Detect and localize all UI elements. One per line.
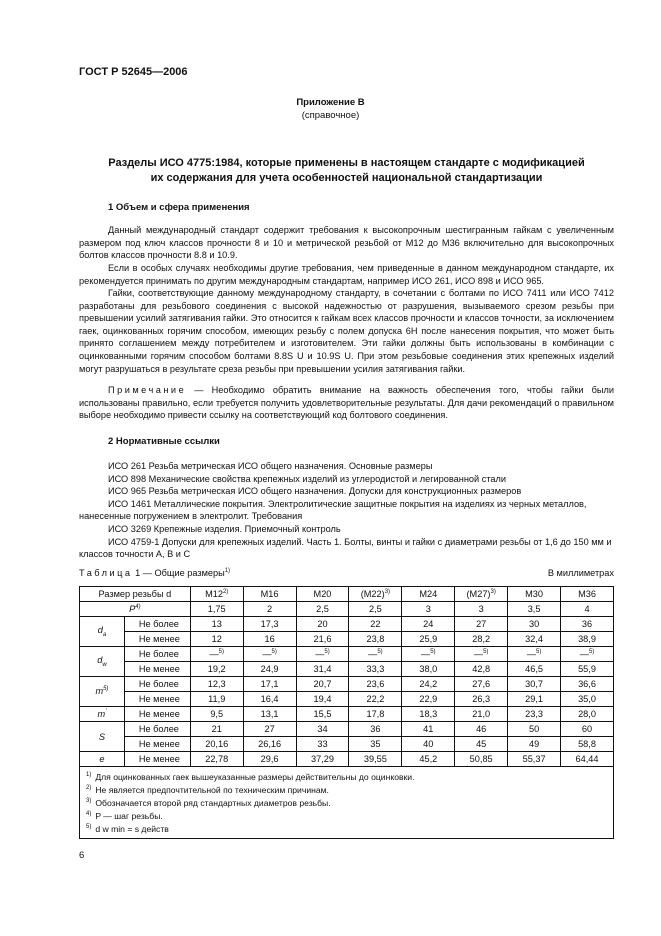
table-row bbox=[80, 737, 614, 752]
value-cell bbox=[190, 647, 243, 662]
value-cell bbox=[508, 692, 561, 707]
value-cell bbox=[243, 632, 296, 647]
thread-size: M24 bbox=[419, 589, 438, 599]
note-text: — Необходимо обратить внимание на важность обеспечения того, чтобы гайки были использованы правильно, если требуется получить удовлетворительные результаты. Для дачи рекомендаций о правильном выборе необходимо привести ссылку на соответствующий код болтового соединения. bbox=[79, 385, 614, 421]
reference-item: ИСО 261 Резьба метрическая ИСО общего назначения. Основные размеры bbox=[108, 461, 433, 471]
dimension-symbol-cell bbox=[80, 722, 125, 752]
value-cell bbox=[402, 647, 455, 662]
cell-footnote: 5) bbox=[218, 648, 224, 655]
dimension-symbol: m bbox=[95, 686, 104, 697]
table-header-row bbox=[80, 587, 614, 602]
cell-footnote: 5) bbox=[536, 648, 542, 655]
value-cell bbox=[455, 752, 508, 767]
value-cell bbox=[243, 692, 296, 707]
page-number: 6 bbox=[79, 850, 85, 861]
dimension-subscript: w bbox=[102, 661, 107, 668]
value-cell bbox=[243, 752, 296, 767]
cell-value: 22,9 bbox=[419, 694, 438, 704]
dimension-symbol: d bbox=[97, 625, 103, 636]
dimension-symbol: d bbox=[97, 655, 103, 666]
value-cell bbox=[561, 662, 614, 677]
pitch-value: 3 bbox=[455, 602, 508, 617]
thread-size-footnote: 3) bbox=[384, 588, 391, 595]
cell-value: 50,85 bbox=[469, 754, 493, 764]
value-cell bbox=[296, 707, 349, 722]
value-cell bbox=[508, 707, 561, 722]
thread-size-cell bbox=[561, 587, 614, 602]
cell-value: 50 bbox=[528, 724, 540, 734]
cell-value: — bbox=[473, 649, 484, 660]
cell-value: 20 bbox=[317, 619, 328, 629]
pitch-value: 2 bbox=[243, 602, 296, 617]
value-cell bbox=[508, 737, 561, 752]
dimensions-table bbox=[79, 586, 614, 839]
thread-size: M36 bbox=[578, 589, 596, 599]
value-cell bbox=[243, 662, 296, 677]
value-cell bbox=[243, 707, 296, 722]
value-cell bbox=[455, 722, 508, 737]
value-cell bbox=[561, 707, 614, 722]
cell-value: 21,0 bbox=[472, 709, 491, 719]
value-cell bbox=[349, 677, 402, 692]
note-text: P — шаг резьбы. bbox=[95, 811, 163, 822]
value-cell bbox=[243, 617, 296, 632]
cell-value: 18,3 bbox=[419, 709, 438, 719]
value-cell bbox=[402, 662, 455, 677]
limit-label: Не более bbox=[124, 617, 190, 632]
references-list bbox=[79, 460, 614, 561]
value-cell bbox=[296, 737, 349, 752]
value-cell bbox=[190, 707, 243, 722]
cell-value: 45,2 bbox=[419, 754, 438, 764]
cell-value: 64,44 bbox=[575, 754, 599, 764]
value-cell bbox=[296, 617, 349, 632]
cell-value: 22,2 bbox=[366, 694, 385, 704]
paragraph-3 bbox=[79, 287, 614, 375]
cell-value: 11,9 bbox=[208, 694, 226, 704]
value-cell bbox=[561, 737, 614, 752]
cell-value: 12 bbox=[211, 634, 222, 644]
cell-value: 35,0 bbox=[578, 694, 596, 704]
table-row bbox=[80, 647, 614, 662]
pitch-value: 3 bbox=[402, 602, 455, 617]
value-cell bbox=[296, 692, 349, 707]
value-cell bbox=[508, 752, 561, 767]
header-label-cell bbox=[80, 587, 191, 602]
reference-item: ИСО 1461 Металлические покрытия. Электролитические защитные покрытия на изделиях из черных металлов, нанесенные погружением в электролит. Требования bbox=[79, 498, 587, 522]
cell-value: — bbox=[262, 649, 272, 660]
value-cell bbox=[455, 662, 508, 677]
table-row bbox=[80, 692, 614, 707]
cell-value: 29,6 bbox=[260, 754, 279, 764]
note-text: Для оцинкованных гаек вышеуказанные размеры действительны до оцинковки. bbox=[95, 771, 415, 782]
thread-size: (M27) bbox=[466, 589, 491, 600]
cell-value: 25,9 bbox=[419, 634, 438, 644]
thread-size: M20 bbox=[313, 589, 332, 599]
value-cell bbox=[508, 677, 561, 692]
note-text: Обозначается второй ряд стандартных диаметров резьбы. bbox=[95, 797, 331, 808]
value-cell bbox=[455, 647, 508, 662]
value-cell bbox=[190, 722, 243, 737]
appendix-title: Приложение В bbox=[296, 97, 365, 108]
value-cell bbox=[243, 722, 296, 737]
cell-value: 16,4 bbox=[260, 694, 279, 704]
value-cell bbox=[561, 752, 614, 767]
cell-value: 21,6 bbox=[313, 634, 332, 644]
value-cell bbox=[296, 632, 349, 647]
pitch-value: 3,5 bbox=[508, 602, 561, 617]
paragraph-2 bbox=[79, 262, 614, 287]
value-cell bbox=[508, 632, 561, 647]
header-label: Размер резьбы d bbox=[98, 589, 172, 599]
pitch-value: 4 bbox=[561, 602, 614, 617]
note-paragraph bbox=[79, 384, 614, 422]
reference-item: ИСО 898 Механические свойства крепежных изделий из углеродистой и легированной стали bbox=[108, 473, 507, 484]
value-cell bbox=[190, 617, 243, 632]
limit-label: Не более bbox=[124, 677, 190, 692]
cell-value: 12,3 bbox=[207, 679, 226, 689]
value-cell bbox=[402, 677, 455, 692]
cell-value: 20,16 bbox=[205, 739, 229, 749]
cell-footnote: 5) bbox=[271, 648, 277, 655]
pitch-value: 2,5 bbox=[349, 602, 402, 617]
note-text: d w min = s действ bbox=[95, 824, 169, 835]
cell-value: 22,78 bbox=[205, 754, 229, 764]
value-cell bbox=[561, 647, 614, 662]
cell-value: — bbox=[315, 649, 325, 660]
cell-value: 26,16 bbox=[258, 739, 282, 749]
table-note bbox=[86, 796, 607, 809]
value-cell bbox=[349, 737, 402, 752]
paragraph-1 bbox=[79, 224, 614, 262]
table-caption-word: Таблица bbox=[79, 568, 133, 579]
cell-value: 42,8 bbox=[472, 664, 491, 674]
paragraph-2-text: Если в особых случаях необходимы другие требования, чем приведенные в данном международном стандарте, их рекомендуется принимать по другим международным стандартам, например ИСО 261, ИСО 898 и ИСО 965. bbox=[79, 263, 614, 286]
value-cell bbox=[561, 692, 614, 707]
dimension-symbol-cell bbox=[80, 677, 125, 707]
note-mark: 4) bbox=[86, 811, 92, 818]
cell-value: 13,1 bbox=[260, 709, 279, 719]
dimension-symbol: e bbox=[99, 754, 105, 764]
note-mark: 5) bbox=[86, 824, 92, 831]
paragraph-3-text: Гайки, соответствующие данному международному стандарту, в сочетании с болтами по ИСО 7411 или ИСО 7412 разработаны для резьбового соединения с высокой надежностью от разрушения, вызываемого срезом резьбы при превышении усилий затягивания гайки. Это относится к гайкам всех классов прочности и классов точности, за исключением гаек, оцинкованных горячим способом, имеющих резьбу с полем допуска 6Н после нанесения покрытия, что может быть принято соглашением между потребителем и изготовителем. Эти гайки должны быть использованы в комбинации с оцинкованными горячим способом болтами 8.8S U и 10.9S U. При этом резьбовые соединения этих крепежных изделий могут разрушаться в результате среза резьбы при превышении усилия затягивания гайки. bbox=[79, 288, 614, 374]
thread-size-cell bbox=[296, 587, 349, 602]
table-row bbox=[80, 722, 614, 737]
limit-label: Не менее bbox=[124, 662, 190, 677]
note-label: Примечание bbox=[108, 385, 187, 395]
thread-size-cell bbox=[349, 587, 402, 602]
cell-value: 27 bbox=[476, 619, 487, 629]
cell-value: 36 bbox=[370, 724, 381, 734]
thread-size-cell bbox=[402, 587, 455, 602]
table-caption-footnote: 1) bbox=[224, 568, 231, 574]
cell-value: 38,9 bbox=[578, 634, 596, 644]
value-cell bbox=[190, 737, 243, 752]
heading-line-1: Разделы ИСО 4775:1984, которые применены в настоящем стандарте с модификацией bbox=[108, 157, 585, 169]
pitch-footnote: 4) bbox=[135, 603, 141, 610]
thread-size: M30 bbox=[525, 589, 544, 599]
cell-value: 27,6 bbox=[472, 679, 491, 689]
cell-value: 36,6 bbox=[578, 679, 596, 689]
cell-value: — bbox=[579, 649, 589, 660]
cell-value: 17,1 bbox=[260, 679, 279, 689]
thread-size-cell bbox=[455, 587, 508, 602]
cell-value: 35 bbox=[370, 739, 381, 749]
thread-size-cell bbox=[243, 587, 296, 602]
cell-value: 55,37 bbox=[522, 754, 546, 764]
note-text: Не является предпочтительной по техническим причинам. bbox=[95, 784, 329, 795]
cell-value: 28,2 bbox=[472, 634, 491, 644]
cell-value: 55,9 bbox=[578, 664, 596, 674]
note-mark: 1) bbox=[86, 772, 92, 778]
cell-value: 40 bbox=[423, 739, 434, 749]
cell-value: 60 bbox=[581, 724, 593, 734]
note-mark: 3) bbox=[86, 798, 92, 805]
pitch-label-cell bbox=[80, 602, 191, 617]
section-1-title: 1 Объем и сфера применения bbox=[108, 202, 250, 213]
cell-value: 38,0 bbox=[419, 664, 438, 674]
cell-value: 28,0 bbox=[578, 709, 596, 719]
cell-value: 58,8 bbox=[578, 739, 596, 749]
cell-value: 24,2 bbox=[419, 679, 438, 689]
cell-value: 30 bbox=[528, 619, 540, 629]
dimension-symbol-cell bbox=[80, 707, 125, 722]
cell-value: 24,9 bbox=[260, 664, 279, 674]
paragraph-1-text: Данный международный стандарт содержит требования к высокопрочным шестигранным гайкам с увеличенным размером под ключ классов прочности 8 и 10 и метрической резьбой от М12 до М36 включительно для высокопрочных болтов классов прочности 8.8 и 10.9. bbox=[79, 225, 614, 261]
table-note bbox=[86, 783, 607, 796]
value-cell bbox=[508, 722, 561, 737]
table-caption bbox=[79, 568, 230, 578]
cell-value: 32,4 bbox=[525, 634, 544, 644]
table-row bbox=[80, 632, 614, 647]
cell-value: 37,29 bbox=[310, 754, 334, 764]
value-cell bbox=[402, 722, 455, 737]
cell-footnote: 5) bbox=[588, 648, 595, 655]
cell-value: 15,5 bbox=[313, 709, 332, 719]
thread-size-cell bbox=[190, 587, 243, 602]
limit-label: Не менее bbox=[124, 752, 190, 767]
cell-value: 24 bbox=[423, 619, 434, 629]
value-cell bbox=[561, 632, 614, 647]
pitch-value: 1,75 bbox=[190, 602, 243, 617]
limit-label: Не менее bbox=[124, 692, 190, 707]
table-notes-row bbox=[80, 767, 614, 839]
value-cell bbox=[455, 677, 508, 692]
limit-label: Не менее bbox=[124, 632, 190, 647]
cell-value: 26,3 bbox=[472, 694, 491, 704]
cell-value: 49 bbox=[528, 739, 540, 749]
table-row bbox=[80, 662, 614, 677]
value-cell bbox=[508, 617, 561, 632]
value-cell bbox=[455, 692, 508, 707]
dimension-symbol-cell bbox=[80, 647, 125, 677]
table-notes bbox=[80, 767, 614, 839]
limit-label: Не более bbox=[124, 647, 190, 662]
value-cell bbox=[243, 737, 296, 752]
dimension-superscript: ' bbox=[105, 708, 107, 715]
cell-value: 33,3 bbox=[366, 664, 385, 674]
document-heading bbox=[79, 156, 614, 186]
cell-value: 9,5 bbox=[210, 709, 224, 719]
pitch-row bbox=[80, 602, 614, 617]
value-cell bbox=[190, 692, 243, 707]
value-cell bbox=[402, 707, 455, 722]
thread-size: (M22) bbox=[360, 589, 385, 600]
value-cell bbox=[402, 692, 455, 707]
value-cell bbox=[402, 752, 455, 767]
value-cell bbox=[455, 737, 508, 752]
cell-value: 17,8 bbox=[366, 709, 385, 719]
value-cell bbox=[296, 677, 349, 692]
value-cell bbox=[349, 722, 402, 737]
limit-label: Не менее bbox=[124, 737, 190, 752]
thread-size: M16 bbox=[260, 589, 279, 599]
heading-line-2: их содержания для учета особенностей национальной стандартизации bbox=[150, 172, 543, 184]
value-cell bbox=[561, 677, 614, 692]
value-cell bbox=[402, 737, 455, 752]
value-cell bbox=[508, 647, 561, 662]
value-cell bbox=[296, 647, 349, 662]
cell-value: 19,2 bbox=[207, 664, 226, 674]
value-cell bbox=[296, 722, 349, 737]
value-cell bbox=[349, 692, 402, 707]
value-cell bbox=[349, 707, 402, 722]
section-2-title: 2 Нормативные ссылки bbox=[108, 436, 220, 447]
cell-value: 36 bbox=[581, 619, 593, 629]
cell-value: 46 bbox=[476, 724, 487, 734]
value-cell bbox=[561, 617, 614, 632]
reference-item: ИСО 965 Резьба метрическая ИСО общего назначения. Допуски для конструкционных размеров bbox=[108, 486, 522, 497]
cell-value: 31,4 bbox=[313, 664, 332, 674]
dimension-subscript: a bbox=[102, 631, 107, 638]
appendix-subtitle: (справочное) bbox=[301, 110, 360, 121]
dimension-symbol: m bbox=[97, 709, 106, 720]
cell-footnote: 5) bbox=[324, 648, 330, 655]
table-note bbox=[86, 770, 607, 783]
table-caption-text: 1 — Общие размеры bbox=[132, 568, 225, 579]
value-cell bbox=[296, 662, 349, 677]
cell-value: 23,8 bbox=[366, 634, 385, 644]
value-cell bbox=[402, 617, 455, 632]
value-cell bbox=[296, 752, 349, 767]
cell-value: 16 bbox=[264, 634, 275, 644]
cell-footnote: 5) bbox=[430, 648, 436, 655]
pitch-symbol: P bbox=[129, 604, 136, 615]
thread-size: M12 bbox=[205, 589, 223, 600]
reference-item: ИСО 4759-1 Допуски для крепежных изделий. Часть 1. Болты, винты и гайки с диаметрами резьбы от 1,6 до 150 мм и классов точности А, В и С bbox=[79, 536, 612, 560]
cell-value: 20,7 bbox=[313, 679, 332, 689]
cell-value: 41 bbox=[423, 724, 434, 734]
value-cell bbox=[190, 752, 243, 767]
dimension-symbol-cell bbox=[80, 617, 125, 647]
cell-value: 30,7 bbox=[525, 679, 544, 689]
thread-size-cell bbox=[508, 587, 561, 602]
table-units: В миллиметрах bbox=[547, 568, 614, 578]
cell-value: 39,55 bbox=[363, 754, 387, 764]
cell-value: 22 bbox=[370, 619, 381, 629]
cell-value: 34 bbox=[317, 724, 328, 734]
value-cell bbox=[455, 632, 508, 647]
cell-value: — bbox=[526, 649, 536, 660]
value-cell bbox=[349, 617, 402, 632]
table-note bbox=[86, 809, 607, 822]
reference-item: ИСО 3269 Крепежные изделия. Приемочный контроль bbox=[108, 523, 341, 534]
dimension-symbol: S bbox=[98, 731, 105, 742]
cell-footnote: 5) bbox=[483, 648, 489, 655]
value-cell bbox=[455, 617, 508, 632]
cell-value: 23,3 bbox=[525, 709, 544, 719]
cell-value: 19,4 bbox=[313, 694, 332, 704]
cell-value: 33 bbox=[317, 739, 328, 749]
value-cell bbox=[190, 662, 243, 677]
value-cell bbox=[349, 662, 402, 677]
cell-footnote: 5) bbox=[377, 648, 383, 655]
thread-size-footnote: 2) bbox=[222, 588, 229, 595]
value-cell bbox=[349, 632, 402, 647]
value-cell bbox=[243, 647, 296, 662]
value-cell bbox=[455, 707, 508, 722]
cell-value: 21 bbox=[211, 724, 222, 734]
value-cell bbox=[402, 632, 455, 647]
limit-label: Не менее bbox=[124, 707, 190, 722]
table-row bbox=[80, 752, 614, 767]
dimension-superscript: 5) bbox=[103, 686, 109, 693]
value-cell bbox=[508, 662, 561, 677]
value-cell bbox=[190, 632, 243, 647]
value-cell bbox=[243, 677, 296, 692]
cell-value: 27 bbox=[264, 724, 275, 734]
cell-value: 23,6 bbox=[366, 679, 385, 689]
value-cell bbox=[190, 677, 243, 692]
cell-value: 17,3 bbox=[260, 619, 279, 629]
cell-value: — bbox=[368, 649, 378, 660]
value-cell bbox=[349, 647, 402, 662]
value-cell bbox=[561, 722, 614, 737]
table-note bbox=[86, 822, 607, 835]
cell-value: 13 bbox=[211, 619, 222, 629]
table-row bbox=[80, 617, 614, 632]
limit-label: Не более bbox=[124, 722, 190, 737]
thread-size-footnote: 3) bbox=[490, 588, 496, 595]
cell-value: 29,1 bbox=[525, 694, 544, 704]
dimension-symbol-cell bbox=[80, 752, 125, 767]
note-mark: 2) bbox=[86, 785, 92, 792]
table-row bbox=[80, 677, 614, 692]
cell-value: — bbox=[421, 649, 431, 660]
pitch-value: 2,5 bbox=[296, 602, 349, 617]
standard-number: ГОСТ Р 52645—2006 bbox=[79, 66, 188, 78]
cell-value: 45 bbox=[476, 739, 487, 749]
table-row bbox=[80, 707, 614, 722]
cell-value: — bbox=[209, 649, 219, 660]
value-cell bbox=[349, 752, 402, 767]
cell-value: 46,5 bbox=[525, 664, 544, 674]
